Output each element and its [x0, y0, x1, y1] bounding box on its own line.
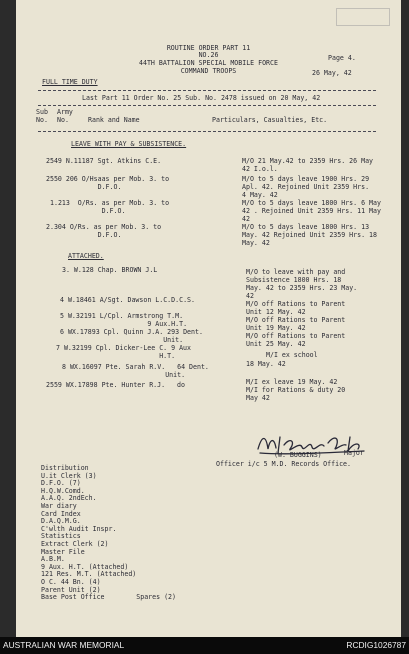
distribution-item: Statistics: [41, 532, 81, 541]
entry-right-line: 42 I.o.l.: [242, 165, 278, 173]
distribution-item: D.A.Q.M.G.: [41, 517, 81, 526]
distribution-item: Base Post Office Spares (2): [41, 593, 176, 602]
distribution-item: C'wlth Audit Inspr.: [41, 524, 117, 533]
attached-section-heading: ATTACHED.: [68, 252, 104, 260]
entry-right-line: 42: [246, 292, 254, 300]
entry-left: 5 W.32191 L/Cpl. Armstrong T.M. 9 Aux.H.T.: [60, 312, 188, 328]
entry-right-line: Apl. 42. Rejoined Unit 2359 Hrs.: [242, 183, 370, 191]
entry-right-line: M/O to 5 days leave 1900 Hrs. 29: [242, 175, 370, 183]
header-sub-no: No.: [36, 116, 48, 124]
faint-stamp-mark: [336, 8, 390, 26]
distribution-item: A.B.M.: [41, 555, 65, 564]
signatory-name: (W. BUGGINS): [274, 451, 322, 459]
entry-right-line: M/O 21 May.42 to 2359 Hrs. 26 May: [242, 157, 374, 165]
distribution-item: 9 Aux. H.T. (Attached): [41, 562, 129, 571]
document-page: [16, 0, 401, 637]
rule-mid: [38, 105, 376, 106]
rule-top: [38, 90, 376, 91]
distribution-item: Master File: [41, 547, 85, 556]
distribution-item: U.it Clerk (3): [41, 471, 97, 480]
entry-right-line: M/O to 5 days leave 1800 Hrs. 13: [242, 223, 370, 231]
distribution-item: A.A.Q. 2ndEch.: [41, 494, 97, 503]
entry-right-line: May. 42: [242, 239, 270, 247]
full-time-duty-heading: FULL TIME DUTY: [42, 78, 98, 86]
archive-name: AUSTRALIAN WAR MEMORIAL: [3, 640, 125, 650]
entry-right-line: 4 May. 42: [242, 191, 278, 199]
distribution-item: 121 Res. M.T. (Attached): [41, 570, 137, 579]
order-date: 26 May, 42: [312, 69, 352, 77]
distribution-item: Parent Unit (2): [41, 585, 101, 594]
entry-left: 2559 WX.17898 Pte. Hunter R.J. do: [46, 381, 185, 389]
entry-right-line: 18 May. 42: [246, 360, 286, 368]
archive-reference: RCDIG1026787: [346, 640, 406, 650]
entry-left: 6 WX.17893 Cpl. Quinn J.A. 293 Dent. Unit.: [60, 328, 203, 344]
distribution-item: H.Q.W.Comd.: [41, 486, 85, 495]
distribution-item: Extract Clerk (2): [41, 540, 109, 548]
entry-right-line: May 42: [246, 394, 270, 402]
entry-left: 2.304 O/Rs. as per Mob. 3. to D.F.O.: [46, 223, 162, 239]
entry-left: 1.213 O/Rs. as per Mob. 3. to D.F.O.: [50, 199, 170, 215]
entry-right-line: May. 42 to 2359 Hrs. 23 May.: [246, 284, 358, 292]
distribution-item: O C. 44 Bn. (4): [41, 578, 101, 586]
entry-right-line: Unit 19 May. 42: [246, 324, 306, 332]
entry-left: 2550 206 O/Hsaas per Mob. 3. to D.F.O.: [46, 175, 170, 191]
header-army-no: No.: [57, 116, 69, 124]
entry-right-line: M/I ex school: [266, 351, 318, 359]
entry-right-line: M/I for Rations & duty 20: [246, 386, 346, 394]
entry-right-line: May. 42 Rejoined Unit 2359 Hrs. 18: [242, 231, 377, 239]
command-troops: COMMAND TROOPS: [180, 67, 237, 75]
entry-right-line: 42: [242, 215, 250, 223]
entry-right-line: Unit 12 May. 42: [246, 308, 306, 316]
distribution-item: War diary: [41, 502, 77, 510]
page-number: Page 4.: [328, 54, 356, 62]
battalion-name: 44TH BATTALION SPECIAL MOBILE FORCE: [139, 59, 278, 67]
entry-left: 2549 N.11187 Sgt. Atkins C.E.: [46, 157, 162, 165]
leave-section-heading: LEAVE WITH PAY & SUBSISTENCE.: [71, 140, 187, 148]
archive-footer: [0, 637, 409, 654]
entry-left: 8 WX.16097 Pte. Sarah R.V. 64 Dent. Unit.: [62, 363, 209, 379]
entry-left: 7 W.32199 Cpl. Dicker-Lee C. 9 Aux H.T.: [56, 344, 191, 360]
signatory-rank: Major: [344, 449, 364, 457]
signatory-office: Officer i/c 5 M.D. Records Office.: [216, 460, 351, 468]
entry-right-line: Subsistence 1800 Hrs. 18: [246, 276, 342, 284]
header-sub: Sub: [36, 108, 48, 116]
entry-right-line: 42 . Rejoined Unit 2359 Hrs. 11 May: [242, 207, 381, 215]
entry-right-line: Unit 25 May. 42: [246, 340, 306, 348]
entry-right-line: M/O off Rations to Parent: [246, 332, 346, 340]
entry-right-line: M/O off Rations to Parent: [246, 316, 346, 324]
header-particulars: Particulars, Casualties, Etc.: [212, 116, 328, 124]
header-rank-name: Rank and Name: [88, 116, 140, 124]
entry-left: 4 W.18461 A/Sgt. Dawson L.C.D.C.S.: [60, 296, 195, 304]
entry-left: 3. W.128 Chap. BROWN J.L: [62, 266, 158, 274]
rule-header: [38, 131, 376, 132]
last-order-line: Last Part 11 Order No. 25 Sub. No. 2478 issued on 20 May, 42: [82, 94, 321, 102]
order-number: NO.26: [198, 51, 219, 59]
distribution-item: Card Index: [41, 509, 81, 518]
entry-right-line: M/O to 5 days leave 1800 Hrs. 6 May: [242, 199, 381, 207]
order-title: ROUTINE ORDER PART 11: [166, 44, 251, 52]
header-army: Army: [57, 108, 73, 116]
entry-right-line: M/O off Rations to Parent: [246, 300, 346, 308]
entry-right-line: M/O to leave with pay and: [246, 268, 346, 276]
distribution-heading: Distribution: [41, 464, 89, 472]
distribution-item: D.F.O. (7): [41, 479, 81, 488]
entry-right-line: M/I ex leave 19 May. 42: [246, 378, 338, 386]
